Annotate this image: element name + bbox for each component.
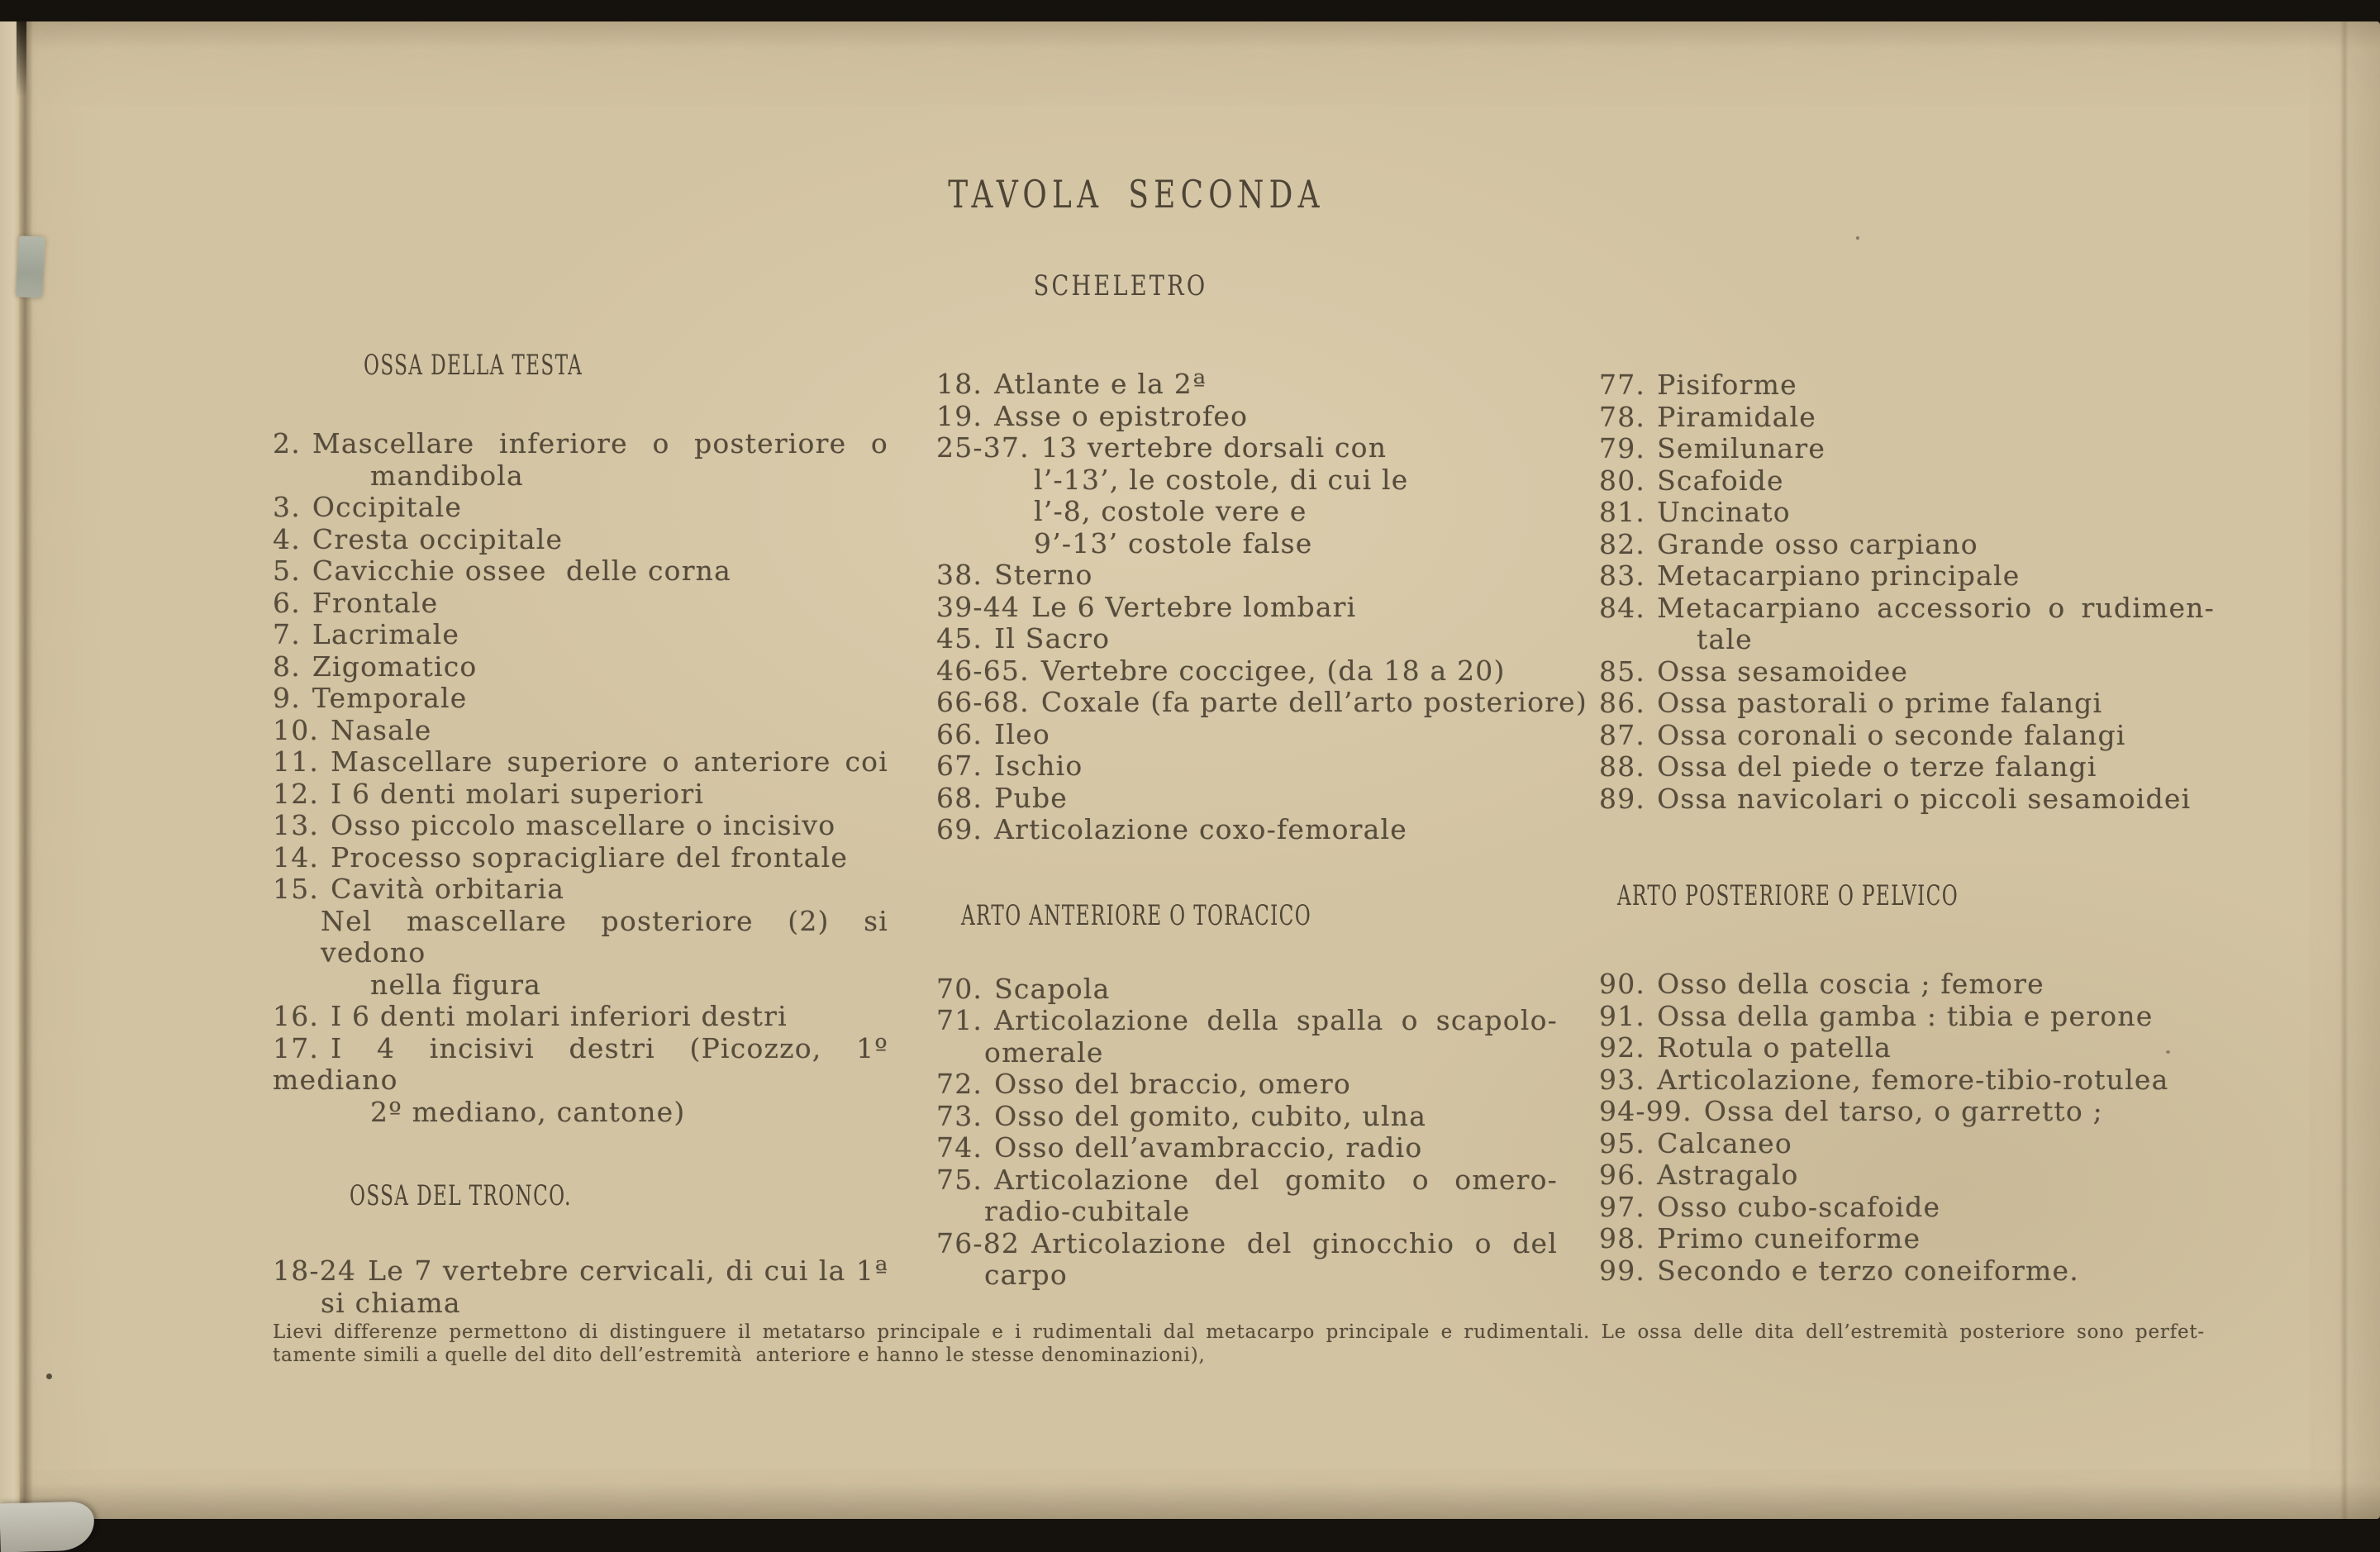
item-text: I 6 denti molari inferiori destri bbox=[331, 1000, 788, 1032]
list-item-line bbox=[1599, 688, 2215, 720]
list-item-line bbox=[1599, 624, 2215, 656]
item-number: 66. bbox=[936, 717, 983, 750]
section bbox=[1599, 879, 2215, 1287]
item-text: Cavicchie ossee delle corna bbox=[312, 555, 732, 587]
list-item-line bbox=[273, 715, 888, 747]
list-item bbox=[936, 814, 1558, 846]
list-item-line bbox=[273, 555, 888, 588]
item-number: 97. bbox=[1599, 1190, 1646, 1223]
list-item-line bbox=[273, 1097, 888, 1129]
list-item-line bbox=[1599, 969, 2215, 1001]
list-item bbox=[1599, 465, 2215, 497]
list-item-line bbox=[936, 496, 1558, 528]
item-text: Processo sopracigliare del frontale bbox=[331, 840, 849, 874]
item-text: I 4 incisivi destri (Picozzo, 1º mediano bbox=[273, 1031, 888, 1096]
list-item bbox=[273, 588, 888, 620]
item-number: 5. bbox=[273, 555, 301, 587]
item-number: 87. bbox=[1599, 718, 1646, 751]
item-text: Primo cuneiforme bbox=[1657, 1222, 1921, 1254]
item-number: 68. bbox=[936, 781, 983, 814]
item-number: 74. bbox=[936, 1131, 983, 1164]
list-item-line bbox=[936, 655, 1558, 688]
list-item-line bbox=[936, 1132, 1558, 1164]
item-text: Osso dell’avambraccio, radio bbox=[994, 1131, 1423, 1164]
list-item-line bbox=[1599, 369, 2215, 402]
list-item bbox=[1599, 1001, 2215, 1033]
list-item bbox=[936, 1228, 1558, 1292]
item-text: Osso della coscia ; femore bbox=[1657, 968, 2044, 1000]
item-number: 95. bbox=[1599, 1126, 1646, 1159]
section-header-text: OSSA DELLA TESTA bbox=[364, 349, 583, 382]
footnote-line-2: tamente simili a quelle del dito dell’estremità anteriore e hanno le stesse denominazioni), bbox=[273, 1345, 1206, 1366]
section bbox=[936, 899, 1558, 1292]
list-item bbox=[936, 974, 1558, 1006]
list-item-line bbox=[936, 719, 1558, 751]
item-text: Ossa sesamoidee bbox=[1657, 655, 1909, 688]
list-item-line bbox=[936, 401, 1558, 433]
list-item bbox=[273, 1255, 888, 1319]
item-number: 88. bbox=[1599, 750, 1646, 783]
item-number: 78. bbox=[1599, 400, 1646, 433]
item-text: Pube bbox=[994, 781, 1069, 814]
item-text: Coxale (fa parte dell’arto posteriore) bbox=[1040, 686, 1587, 718]
item-text: Lacrimale bbox=[312, 618, 460, 650]
list-item-line bbox=[1599, 1128, 2215, 1160]
item-number: 4. bbox=[273, 522, 301, 555]
column-left bbox=[273, 349, 888, 1319]
list-item-line bbox=[936, 1164, 1558, 1197]
page-title bbox=[895, 172, 1378, 217]
list-item bbox=[273, 842, 888, 874]
list-item bbox=[1599, 369, 2215, 402]
item-text: Temporale bbox=[312, 682, 468, 714]
list-item-line bbox=[936, 623, 1558, 655]
section bbox=[1599, 369, 2215, 815]
item-text: Scafoide bbox=[1657, 464, 1784, 497]
list-item-line bbox=[936, 1101, 1558, 1133]
list-item-line bbox=[273, 588, 888, 620]
list-item-line bbox=[273, 1033, 888, 1097]
section-header-text: ARTO POSTERIORE O PELVICO bbox=[1617, 879, 1959, 912]
item-text: l’-8, costole vere e bbox=[1034, 495, 1307, 527]
item-number: 92. bbox=[1599, 1031, 1646, 1064]
list-item-line bbox=[1599, 433, 2215, 465]
list-item bbox=[1599, 1223, 2215, 1255]
item-text: Astragalo bbox=[1657, 1159, 1799, 1191]
item-text: Le 7 vertebre cervicali, di cui la 1ª bbox=[368, 1254, 888, 1287]
list-item-line bbox=[936, 528, 1558, 560]
list-item bbox=[1599, 402, 2215, 434]
item-text: Le 6 Vertebre lombari bbox=[1031, 590, 1357, 623]
item-text: radio-cubitale bbox=[984, 1195, 1191, 1227]
item-number: 91. bbox=[1599, 999, 1646, 1032]
list-item-line bbox=[1599, 529, 2215, 561]
list-item bbox=[273, 524, 888, 556]
item-number: 90. bbox=[1599, 968, 1646, 1000]
list-item-line bbox=[1599, 465, 2215, 497]
item-text: Il Sacro bbox=[994, 622, 1111, 655]
item-text: Cavità orbitaria bbox=[331, 873, 565, 905]
item-number: 46-65. bbox=[936, 654, 1030, 687]
item-text: Metacarpiano accessorio o rudimen- bbox=[1657, 591, 2215, 624]
binding-notch bbox=[17, 21, 26, 98]
item-text: Metacarpiano principale bbox=[1657, 559, 2021, 592]
page-title-text: TAVOLA SECONDA bbox=[948, 172, 1325, 217]
item-text: Ossa della gamba : tibia e perone bbox=[1657, 999, 2154, 1032]
item-number: 94-99. bbox=[1599, 1095, 1692, 1127]
page-subtitle bbox=[1011, 269, 1229, 302]
item-number: 3. bbox=[273, 491, 301, 523]
item-number: 16. bbox=[273, 1000, 320, 1032]
item-number: 8. bbox=[273, 650, 301, 683]
item-text: Rotula o patella bbox=[1657, 1031, 1892, 1064]
list-item-line bbox=[936, 1037, 1558, 1069]
item-text: Mascellare superiore o anteriore coi bbox=[331, 745, 888, 778]
item-text: Nel mascellare posteriore (2) si vedono bbox=[321, 904, 888, 969]
list-item bbox=[273, 492, 888, 524]
list-item-line bbox=[1599, 560, 2215, 593]
list-item-line bbox=[936, 1228, 1558, 1260]
list-item-line bbox=[936, 686, 1587, 719]
list-item bbox=[936, 1164, 1558, 1228]
list-item-line bbox=[1599, 1192, 2215, 1224]
item-number: 39-44 bbox=[936, 590, 1021, 623]
item-number: 18-24 bbox=[273, 1254, 357, 1287]
ink-speck bbox=[2166, 1050, 2170, 1054]
list-item-line bbox=[1599, 497, 2215, 529]
list-item bbox=[273, 746, 888, 778]
item-number: 67. bbox=[936, 750, 983, 782]
footnote-line-1: Lievi differenze permettono di distinguere il metatarso principale e i rudimentali dal metacarpo principale e rudimentali. Le ossa delle dita dell’estremità posteriore sono perfet- bbox=[273, 1321, 2205, 1343]
ink-speck bbox=[1856, 236, 1859, 240]
column-middle bbox=[936, 368, 1587, 1292]
item-text: Osso piccolo mascellare o incisivo bbox=[331, 809, 836, 841]
list-item bbox=[936, 1132, 1558, 1164]
list-item-line bbox=[1599, 1159, 2215, 1192]
list-item bbox=[936, 1069, 1558, 1101]
item-text: Ischio bbox=[994, 750, 1083, 782]
list-item-line bbox=[936, 592, 1558, 624]
item-number: 69. bbox=[936, 813, 983, 845]
section bbox=[936, 368, 1587, 846]
list-item-line bbox=[1599, 1096, 2215, 1128]
item-number: 99. bbox=[1599, 1254, 1646, 1287]
item-number: 18. bbox=[936, 368, 983, 400]
item-text: Osso del gomito, cubito, ulna bbox=[994, 1099, 1427, 1132]
list-item bbox=[1599, 1192, 2215, 1224]
item-text: Ossa del tarso, o garretto ; bbox=[1703, 1095, 2103, 1127]
list-item bbox=[936, 559, 1558, 592]
list-item bbox=[1599, 969, 2215, 1001]
right-edge-crease bbox=[2340, 21, 2349, 1519]
item-number: 84. bbox=[1599, 591, 1646, 624]
item-number: 71. bbox=[936, 1004, 983, 1036]
item-number: 81. bbox=[1599, 496, 1646, 528]
list-item-line bbox=[273, 778, 888, 811]
list-item bbox=[936, 369, 1558, 401]
item-number: 70. bbox=[936, 972, 983, 1005]
item-text: Zigomatico bbox=[312, 650, 478, 683]
item-number: 86. bbox=[1599, 687, 1646, 719]
item-number: 7. bbox=[273, 618, 301, 650]
list-item-line bbox=[936, 974, 1558, 1006]
section-header-text: ARTO ANTERIORE O TORACICO bbox=[961, 898, 1312, 932]
item-text: Sterno bbox=[994, 559, 1093, 591]
list-item-line bbox=[273, 874, 888, 906]
item-text: si chiama bbox=[321, 1286, 461, 1319]
item-text: 9’-13’ costole false bbox=[1034, 526, 1313, 559]
list-item bbox=[1599, 751, 2215, 783]
list-item bbox=[936, 592, 1558, 624]
item-number: 98. bbox=[1599, 1222, 1646, 1254]
list-item bbox=[1599, 1032, 2215, 1064]
page bbox=[0, 21, 2380, 1519]
item-text: Pisiforme bbox=[1657, 369, 1797, 401]
list-item bbox=[936, 1005, 1558, 1069]
item-number: 12. bbox=[273, 777, 320, 810]
list-item-line bbox=[936, 1005, 1558, 1037]
page-subtitle-text: SCHELETRO bbox=[1033, 269, 1208, 302]
column-right bbox=[1599, 369, 2215, 1287]
list-item-line bbox=[1599, 1064, 2215, 1097]
list-item-line bbox=[273, 524, 888, 556]
item-number: 6. bbox=[273, 586, 301, 619]
list-item-line bbox=[1599, 1255, 2215, 1288]
section bbox=[273, 349, 888, 1128]
section bbox=[273, 1179, 888, 1319]
list-item bbox=[1599, 688, 2215, 720]
list-item-line bbox=[273, 969, 888, 1002]
item-text: Nasale bbox=[331, 713, 432, 746]
list-item-line bbox=[273, 619, 888, 651]
item-text: Calcaneo bbox=[1657, 1126, 1792, 1159]
item-number: 79. bbox=[1599, 432, 1646, 464]
item-text: Ossa navicolari o piccoli sesamoidei bbox=[1657, 782, 2192, 815]
item-text: Articolazione, femore-tibio-rotulea bbox=[1657, 1063, 2169, 1096]
list-item bbox=[1599, 497, 2215, 529]
list-item bbox=[1599, 433, 2215, 465]
torn-page-fragment bbox=[0, 1502, 95, 1552]
item-text: nella figura bbox=[370, 968, 542, 1001]
item-text: Uncinato bbox=[1657, 496, 1791, 528]
list-item bbox=[273, 1001, 888, 1033]
item-number: 73. bbox=[936, 1099, 983, 1132]
item-text: Asse o epistrofeo bbox=[994, 399, 1249, 432]
list-item-line bbox=[936, 750, 1558, 783]
list-item-line bbox=[273, 428, 888, 460]
item-number: 75. bbox=[936, 1163, 983, 1196]
item-text: Semilunare bbox=[1657, 432, 1826, 464]
list-item-line bbox=[936, 1259, 1558, 1292]
list-item-line bbox=[936, 369, 1558, 401]
list-item bbox=[273, 619, 888, 651]
list-item bbox=[273, 715, 888, 747]
list-item-line bbox=[936, 814, 1558, 846]
item-number: 38. bbox=[936, 559, 983, 591]
item-number: 72. bbox=[936, 1068, 983, 1100]
list-item bbox=[273, 874, 888, 1001]
item-number: 82. bbox=[1599, 527, 1646, 560]
list-item bbox=[1599, 593, 2215, 656]
list-item bbox=[1599, 560, 2215, 593]
list-item bbox=[1599, 720, 2215, 752]
item-text: Frontale bbox=[312, 586, 439, 619]
list-item bbox=[1599, 1159, 2215, 1192]
list-item bbox=[1599, 783, 2215, 816]
item-number: 2. bbox=[273, 427, 301, 459]
item-number: 93. bbox=[1599, 1063, 1646, 1096]
list-item bbox=[273, 778, 888, 811]
item-text: Occipitale bbox=[312, 491, 463, 523]
list-item-line bbox=[273, 1001, 888, 1033]
item-text: 13 vertebre dorsali con bbox=[1040, 431, 1388, 464]
list-item bbox=[936, 401, 1558, 433]
list-item-line bbox=[1599, 751, 2215, 783]
list-item-line bbox=[936, 432, 1558, 464]
item-text: Articolazione del gomito o omero- bbox=[994, 1163, 1558, 1196]
item-text: 2º mediano, cantone) bbox=[370, 1095, 686, 1128]
list-item bbox=[936, 783, 1558, 815]
item-number: 66-68. bbox=[936, 686, 1030, 718]
list-item-line bbox=[1599, 1001, 2215, 1033]
list-item-line bbox=[936, 464, 1558, 497]
item-number: 14. bbox=[273, 840, 320, 874]
item-text: mandibola bbox=[370, 459, 524, 492]
item-text: Cresta occipitale bbox=[312, 522, 564, 555]
list-item-line bbox=[1599, 593, 2215, 625]
section-header bbox=[1599, 879, 2215, 912]
item-text: Secondo e terzo coneiforme. bbox=[1657, 1254, 2079, 1287]
list-item bbox=[936, 686, 1587, 719]
item-text: l’-13’, le costole, di cui le bbox=[1034, 463, 1409, 496]
item-text: Osso del braccio, omero bbox=[994, 1068, 1351, 1100]
section-header bbox=[273, 1179, 888, 1212]
list-item-line bbox=[273, 460, 888, 493]
item-text: Ileo bbox=[994, 717, 1050, 750]
item-number: 77. bbox=[1599, 369, 1646, 401]
footnote bbox=[273, 1321, 2205, 1367]
list-item-line bbox=[273, 810, 888, 842]
item-number: 9. bbox=[273, 682, 301, 714]
list-item bbox=[1599, 656, 2215, 688]
ink-speck bbox=[46, 1373, 52, 1379]
list-item bbox=[936, 432, 1558, 559]
list-item bbox=[1599, 529, 2215, 561]
item-number: 89. bbox=[1599, 782, 1646, 815]
item-text: I 6 denti molari superiori bbox=[331, 777, 705, 810]
item-text: Osso cubo-scafoide bbox=[1657, 1190, 1941, 1223]
page-edge bbox=[0, 21, 20, 1519]
list-item-line bbox=[273, 1288, 888, 1320]
item-text: Articolazione coxo-femorale bbox=[994, 813, 1407, 845]
list-item-line bbox=[1599, 783, 2215, 816]
list-item-line bbox=[273, 683, 888, 715]
item-text: Scapola bbox=[994, 972, 1111, 1005]
item-number: 25-37. bbox=[936, 431, 1030, 464]
list-item bbox=[273, 1033, 888, 1129]
list-item-line bbox=[1599, 402, 2215, 434]
section-header bbox=[273, 349, 888, 382]
item-number: 15. bbox=[273, 873, 320, 905]
item-text: omerale bbox=[984, 1035, 1104, 1069]
item-number: 76-82 bbox=[936, 1226, 1021, 1259]
list-item bbox=[273, 683, 888, 715]
list-item-line bbox=[936, 559, 1558, 592]
item-text: Ossa del piede o terze falangi bbox=[1657, 750, 2097, 783]
item-number: 96. bbox=[1599, 1159, 1646, 1191]
list-item-line bbox=[273, 746, 888, 778]
item-text: carpo bbox=[984, 1259, 1068, 1291]
list-item-line bbox=[273, 1255, 888, 1288]
list-item bbox=[936, 1101, 1558, 1133]
list-item-line bbox=[1599, 720, 2215, 752]
list-item bbox=[1599, 1255, 2215, 1288]
item-text: Piramidale bbox=[1657, 400, 1817, 433]
list-item-line bbox=[273, 651, 888, 683]
item-text: Articolazione della spalla o scapolo- bbox=[994, 1004, 1558, 1036]
item-number: 13. bbox=[273, 809, 320, 841]
list-item bbox=[273, 555, 888, 588]
section-header bbox=[936, 899, 1558, 932]
list-item-line bbox=[1599, 656, 2215, 688]
list-item bbox=[1599, 1128, 2215, 1160]
list-item bbox=[1599, 1096, 2215, 1128]
section-header-text: OSSA DEL TRONCO. bbox=[350, 1179, 572, 1212]
item-number: 11. bbox=[273, 745, 320, 778]
item-text: Mascellare inferiore o posteriore o bbox=[312, 427, 888, 459]
item-number: 19. bbox=[936, 399, 983, 432]
list-item-line bbox=[273, 842, 888, 874]
list-item bbox=[1599, 1064, 2215, 1097]
item-number: 10. bbox=[273, 713, 320, 746]
item-text: Grande osso carpiano bbox=[1657, 527, 1978, 560]
list-item bbox=[273, 810, 888, 842]
list-item-line bbox=[936, 1196, 1558, 1228]
item-number: 83. bbox=[1599, 559, 1646, 592]
item-text: Ossa coronali o seconde falangi bbox=[1657, 718, 2126, 751]
item-text: Atlante e la 2ª bbox=[994, 368, 1207, 400]
item-number: 80. bbox=[1599, 464, 1646, 497]
item-text: Ossa pastorali o prime falangi bbox=[1657, 687, 2103, 719]
list-item-line bbox=[1599, 1223, 2215, 1255]
tape-repair bbox=[16, 236, 45, 298]
item-number: 17. bbox=[273, 1031, 320, 1064]
list-item bbox=[273, 428, 888, 492]
item-text: Vertebre coccigee, (da 18 a 20) bbox=[1040, 654, 1506, 687]
list-item bbox=[936, 719, 1558, 751]
item-text: Articolazione del ginocchio o del bbox=[1031, 1226, 1558, 1259]
list-item bbox=[936, 750, 1558, 783]
item-number: 85. bbox=[1599, 655, 1646, 688]
list-item-line bbox=[936, 783, 1558, 815]
list-item-line bbox=[273, 492, 888, 524]
list-item bbox=[936, 623, 1558, 655]
item-number: 45. bbox=[936, 622, 983, 655]
list-item bbox=[273, 651, 888, 683]
list-item-line bbox=[936, 1069, 1558, 1101]
list-item-line bbox=[273, 906, 888, 969]
list-item-line bbox=[1599, 1032, 2215, 1064]
list-item bbox=[936, 655, 1558, 688]
item-text: tale bbox=[1697, 623, 1753, 655]
